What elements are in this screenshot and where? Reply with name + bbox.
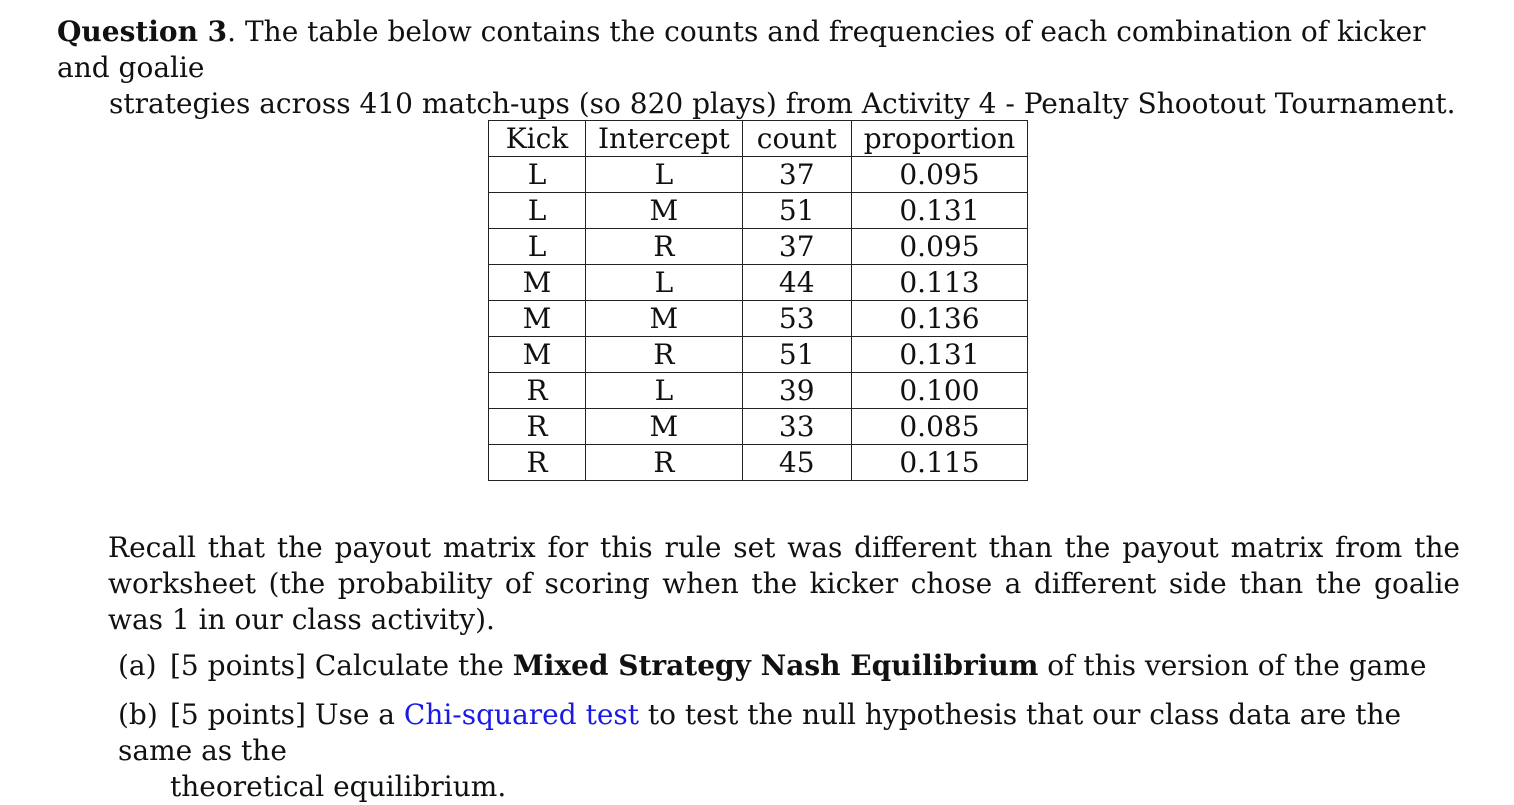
cell-count: 45: [742, 445, 851, 481]
table-row: [489, 409, 1028, 445]
cell-proportion: 0.131: [851, 193, 1027, 229]
recall-paragraph: Recall that the payout matrix for this rule set was different than the payout matrix from the worksheet (the probability of scoring when the kicker chose a different side than the goalie was 1 in our class activity).: [108, 531, 1460, 636]
cell-kick: R: [489, 409, 586, 445]
table-row: [489, 445, 1028, 481]
cell-intercept: M: [586, 193, 743, 229]
table-header-row: [489, 121, 1028, 157]
question-text-line2: strategies across 410 match-ups (so 820 plays) from Activity 4 - Penalty Shootout Tournament.: [109, 87, 1456, 120]
cell-count: 44: [742, 265, 851, 301]
question-label-suffix: .: [227, 15, 237, 48]
part-a-suffix: of this version of the game: [1038, 649, 1427, 682]
cell-proportion: 0.131: [851, 337, 1027, 373]
table-row: [489, 157, 1028, 193]
cell-kick: L: [489, 193, 586, 229]
chi-squared-link[interactable]: Chi-squared test: [403, 698, 640, 731]
cell-intercept: R: [586, 337, 743, 373]
part-a-bold-term: Mixed Strategy Nash Equilibrium: [512, 649, 1039, 682]
cell-kick: R: [489, 373, 586, 409]
strategy-table: [488, 120, 1028, 481]
question-text-line1: The table below contains the counts and frequencies of each combination of kicker and goalie: [57, 15, 1426, 84]
cell-count: 37: [742, 229, 851, 265]
cell-proportion: 0.136: [851, 301, 1027, 337]
cell-kick: L: [489, 229, 586, 265]
part-b-suffix: to test the null hypothesis that our class data are the same as the: [118, 698, 1402, 767]
part-b-marker: (b): [118, 698, 158, 731]
cell-proportion: 0.095: [851, 157, 1027, 193]
cell-proportion: 0.115: [851, 445, 1027, 481]
cell-intercept: L: [586, 373, 743, 409]
part-b-line2: theoretical equilibrium.: [170, 770, 507, 803]
cell-intercept: M: [586, 301, 743, 337]
cell-intercept: M: [586, 409, 743, 445]
question-intro: [57, 14, 1457, 122]
cell-intercept: L: [586, 157, 743, 193]
table-row: [489, 265, 1028, 301]
cell-count: 33: [742, 409, 851, 445]
part-b-prefix: [5 points] Use a: [170, 698, 404, 731]
cell-intercept: R: [586, 229, 743, 265]
cell-kick: R: [489, 445, 586, 481]
cell-kick: M: [489, 301, 586, 337]
part-b: [118, 697, 1458, 805]
table-row: [489, 229, 1028, 265]
cell-intercept: R: [586, 445, 743, 481]
header-count: count: [742, 121, 851, 157]
table-row: [489, 373, 1028, 409]
table-row: [489, 301, 1028, 337]
table-row: [489, 193, 1028, 229]
cell-proportion: 0.113: [851, 265, 1027, 301]
cell-proportion: 0.100: [851, 373, 1027, 409]
cell-kick: M: [489, 337, 586, 373]
table-row: [489, 337, 1028, 373]
cell-count: 51: [742, 337, 851, 373]
cell-proportion: 0.095: [851, 229, 1027, 265]
question-label: Question 3: [57, 15, 228, 48]
cell-proportion: 0.085: [851, 409, 1027, 445]
cell-count: 39: [742, 373, 851, 409]
header-kick: Kick: [489, 121, 586, 157]
part-a-prefix: [5 points] Calculate the: [170, 649, 513, 682]
header-proportion: proportion: [851, 121, 1027, 157]
cell-count: 37: [742, 157, 851, 193]
cell-kick: L: [489, 157, 586, 193]
cell-intercept: L: [586, 265, 743, 301]
header-intercept: Intercept: [586, 121, 743, 157]
cell-kick: M: [489, 265, 586, 301]
part-a-marker: (a): [118, 649, 157, 682]
part-a: [118, 648, 1458, 684]
cell-count: 53: [742, 301, 851, 337]
cell-count: 51: [742, 193, 851, 229]
